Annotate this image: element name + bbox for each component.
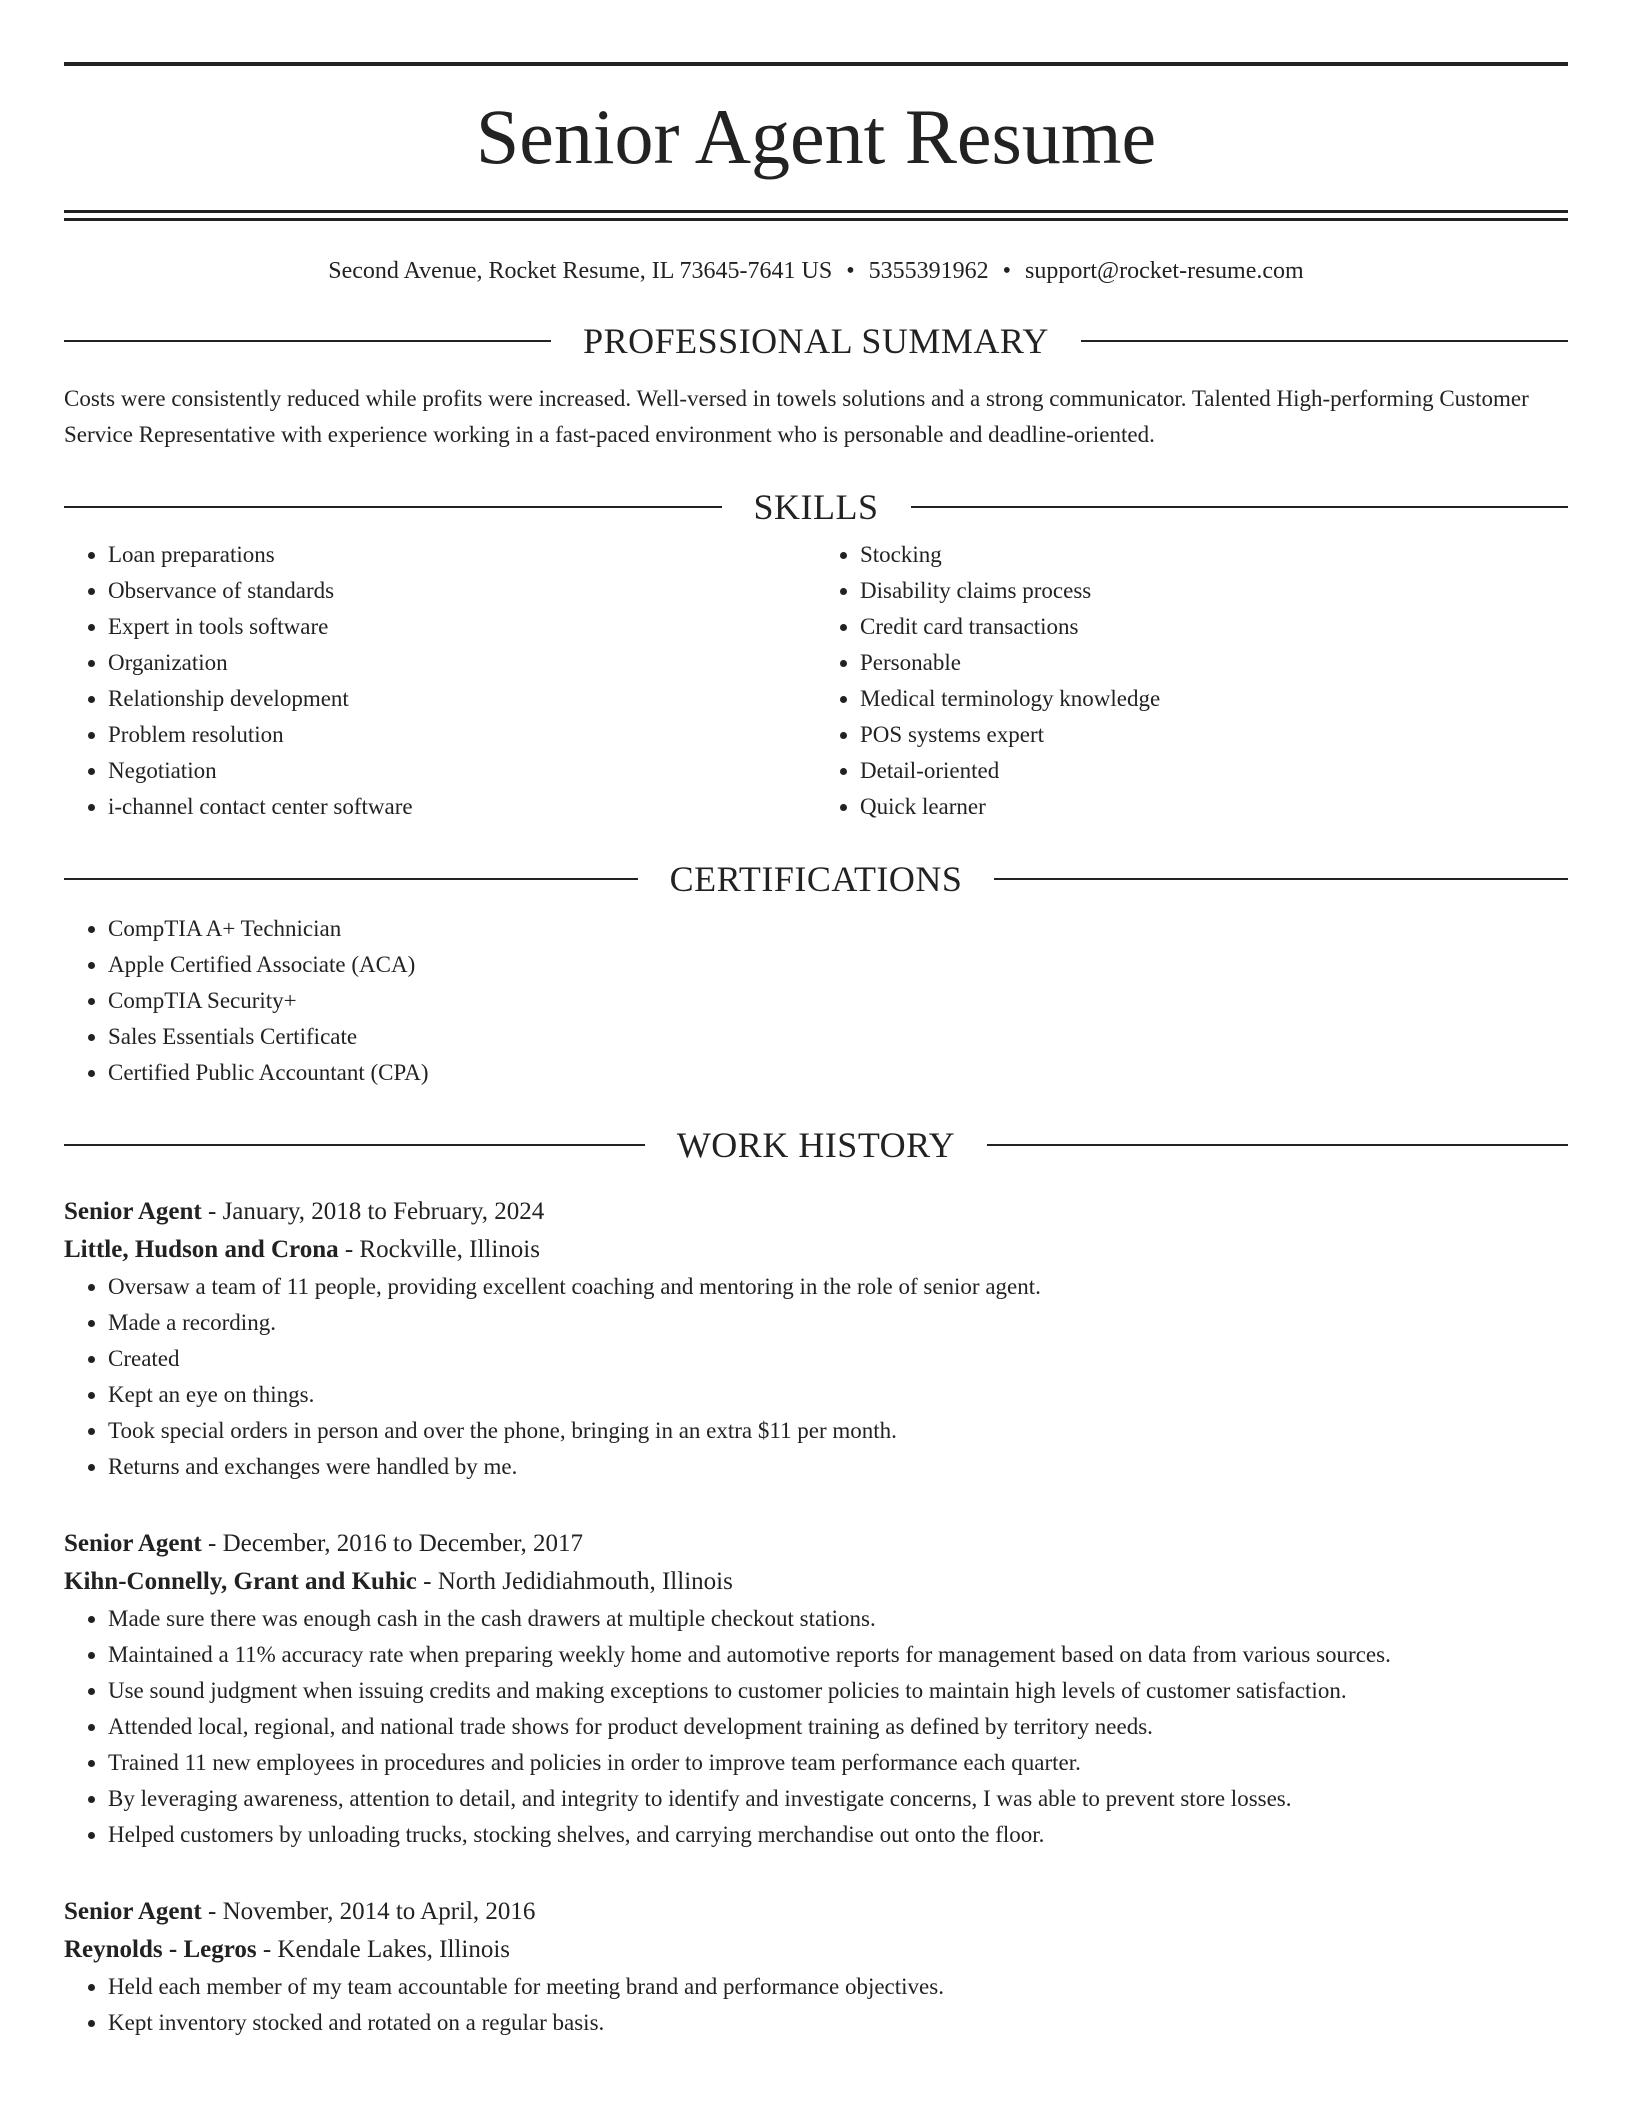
job-dates: - December, 2016 to December, 2017 xyxy=(201,1530,583,1557)
list-item: • Relationship development xyxy=(108,681,816,717)
heading-rule xyxy=(1081,340,1568,342)
list-item: • CompTIA Security+ xyxy=(108,983,1568,1019)
job-responsibilities xyxy=(64,1601,1568,1853)
job-responsibilities xyxy=(64,1269,1568,1485)
job-title: Senior Agent xyxy=(64,1898,202,1925)
contact-address: Second Avenue, Rocket Resume, IL 73645-7641 US xyxy=(328,258,833,284)
list-item: • Sales Essentials Certificate xyxy=(108,1019,1568,1055)
skills-column-right xyxy=(816,537,1568,825)
skills-right-list xyxy=(816,537,1568,825)
heading-rule xyxy=(64,1144,645,1146)
list-item: • Loan preparations xyxy=(108,537,816,573)
heading-rule xyxy=(994,878,1568,880)
job-company-line xyxy=(64,1931,1568,1969)
job-entry xyxy=(64,1893,1568,2041)
job-company-line xyxy=(64,1231,1568,1269)
skills-left-list xyxy=(64,537,816,825)
list-item: • Oversaw a team of 11 people, providing excellent coaching and mentoring in the role of senior agent. xyxy=(108,1269,1568,1305)
job-title: Senior Agent xyxy=(64,1198,202,1225)
skills-column-left xyxy=(64,537,816,825)
list-item: • Problem resolution xyxy=(108,717,816,753)
resume-page xyxy=(64,0,1568,2041)
heading-rule xyxy=(64,340,551,342)
list-item: • Helped customers by unloading trucks, stocking shelves, and carrying merchandise out onto the floor. xyxy=(108,1817,1568,1853)
list-item: • Made a recording. xyxy=(108,1305,1568,1341)
title-double-rule xyxy=(64,210,1568,221)
list-item: • Returns and exchanges were handled by me. xyxy=(108,1449,1568,1485)
contact-separator: • xyxy=(846,258,855,284)
certifications-list xyxy=(64,911,1568,1091)
job-dates: - November, 2014 to April, 2016 xyxy=(201,1898,536,1925)
job-company: Kihn-Connelly, Grant and Kuhic xyxy=(64,1568,417,1595)
job-location: - Kendale Lakes, Illinois xyxy=(256,1936,511,1963)
list-item: • POS systems expert xyxy=(860,717,1568,753)
list-item: • Kept inventory stocked and rotated on a regular basis. xyxy=(108,2005,1568,2041)
list-item: • Expert in tools software xyxy=(108,609,816,645)
list-item: • i-channel contact center software xyxy=(108,789,816,825)
job-entry xyxy=(64,1525,1568,1853)
section-title: PROFESSIONAL SUMMARY xyxy=(583,321,1049,361)
job-title: Senior Agent xyxy=(64,1530,202,1557)
job-company-line xyxy=(64,1563,1568,1601)
job-location: - North Jedidiahmouth, Illinois xyxy=(416,1568,733,1595)
professional-summary: Costs were consistently reduced while profits were increased. Well-versed in towels solutions and a strong communicator. Talented High-performing Customer Service Representative with experience working in a fast-paced environment who is personable and deadline-oriented. xyxy=(64,386,1529,447)
list-item: • Created xyxy=(108,1341,1568,1377)
top-rule xyxy=(64,62,1568,66)
section-heading-certifications xyxy=(64,859,1568,899)
list-item: • Use sound judgment when issuing credits and making exceptions to customer policies to maintain high levels of customer satisfaction. xyxy=(108,1673,1568,1709)
job-responsibilities xyxy=(64,1969,1568,2041)
list-item: • Apple Certified Associate (ACA) xyxy=(108,947,1568,983)
contact-line xyxy=(64,255,1568,287)
list-item: • Observance of standards xyxy=(108,573,816,609)
heading-rule xyxy=(64,506,722,508)
list-item: • Held each member of my team accountable for meeting brand and performance objectives. xyxy=(108,1969,1568,2005)
list-item: • Maintained a 11% accuracy rate when preparing weekly home and automotive reports for management based on data from various sources. xyxy=(108,1637,1568,1673)
list-item: • Negotiation xyxy=(108,753,816,789)
list-item: • Medical terminology knowledge xyxy=(860,681,1568,717)
section-heading-summary xyxy=(64,321,1568,361)
section-title: CERTIFICATIONS xyxy=(669,859,963,899)
section-heading-skills xyxy=(64,487,1568,527)
list-item: • Disability claims process xyxy=(860,573,1568,609)
job-company: Reynolds - Legros xyxy=(64,1936,257,1963)
heading-rule xyxy=(64,878,638,880)
section-title: SKILLS xyxy=(753,487,879,527)
contact-email: support@rocket-resume.com xyxy=(1025,258,1304,284)
resume-title: Senior Agent Resume xyxy=(475,93,1157,180)
job-dates: - January, 2018 to February, 2024 xyxy=(201,1198,545,1225)
list-item: • Detail-oriented xyxy=(860,753,1568,789)
contact-separator: • xyxy=(1002,258,1012,284)
list-item: • Certified Public Accountant (CPA) xyxy=(108,1055,1568,1091)
list-item: • Attended local, regional, and national trade shows for product development training as defined by territory needs. xyxy=(108,1709,1568,1745)
list-item: • Credit card transactions xyxy=(860,609,1568,645)
list-item: • Took special orders in person and over the phone, bringing in an extra $11 per month. xyxy=(108,1413,1568,1449)
skills-list xyxy=(64,537,1568,825)
list-item: • Made sure there was enough cash in the cash drawers at multiple checkout stations. xyxy=(108,1601,1568,1637)
list-item: • Kept an eye on things. xyxy=(108,1377,1568,1413)
list-item: • CompTIA A+ Technician xyxy=(108,911,1568,947)
list-item: • Organization xyxy=(108,645,816,681)
list-item: • Stocking xyxy=(860,537,1568,573)
job-location: - Rockville, Illinois xyxy=(338,1236,540,1263)
job-title-line xyxy=(64,1525,1568,1563)
list-item: • By leveraging awareness, attention to detail, and integrity to identify and investigate concerns, I was able to prevent store losses. xyxy=(108,1781,1568,1817)
section-title: WORK HISTORY xyxy=(676,1125,956,1165)
job-entry xyxy=(64,1193,1568,1485)
list-item: • Trained 11 new employees in procedures and policies in order to improve team performance each quarter. xyxy=(108,1745,1568,1781)
work-history xyxy=(64,1193,1568,2041)
list-item: • Quick learner xyxy=(860,789,1568,825)
list-item: • Personable xyxy=(860,645,1568,681)
contact-phone: 5355391962 xyxy=(868,258,989,284)
certifications-bullets xyxy=(64,911,1568,1091)
job-title-line xyxy=(64,1193,1568,1231)
job-company: Little, Hudson and Crona xyxy=(64,1236,339,1263)
heading-rule xyxy=(987,1144,1568,1146)
job-title-line xyxy=(64,1893,1568,1931)
heading-rule xyxy=(911,506,1569,508)
section-heading-work-history xyxy=(64,1125,1568,1165)
